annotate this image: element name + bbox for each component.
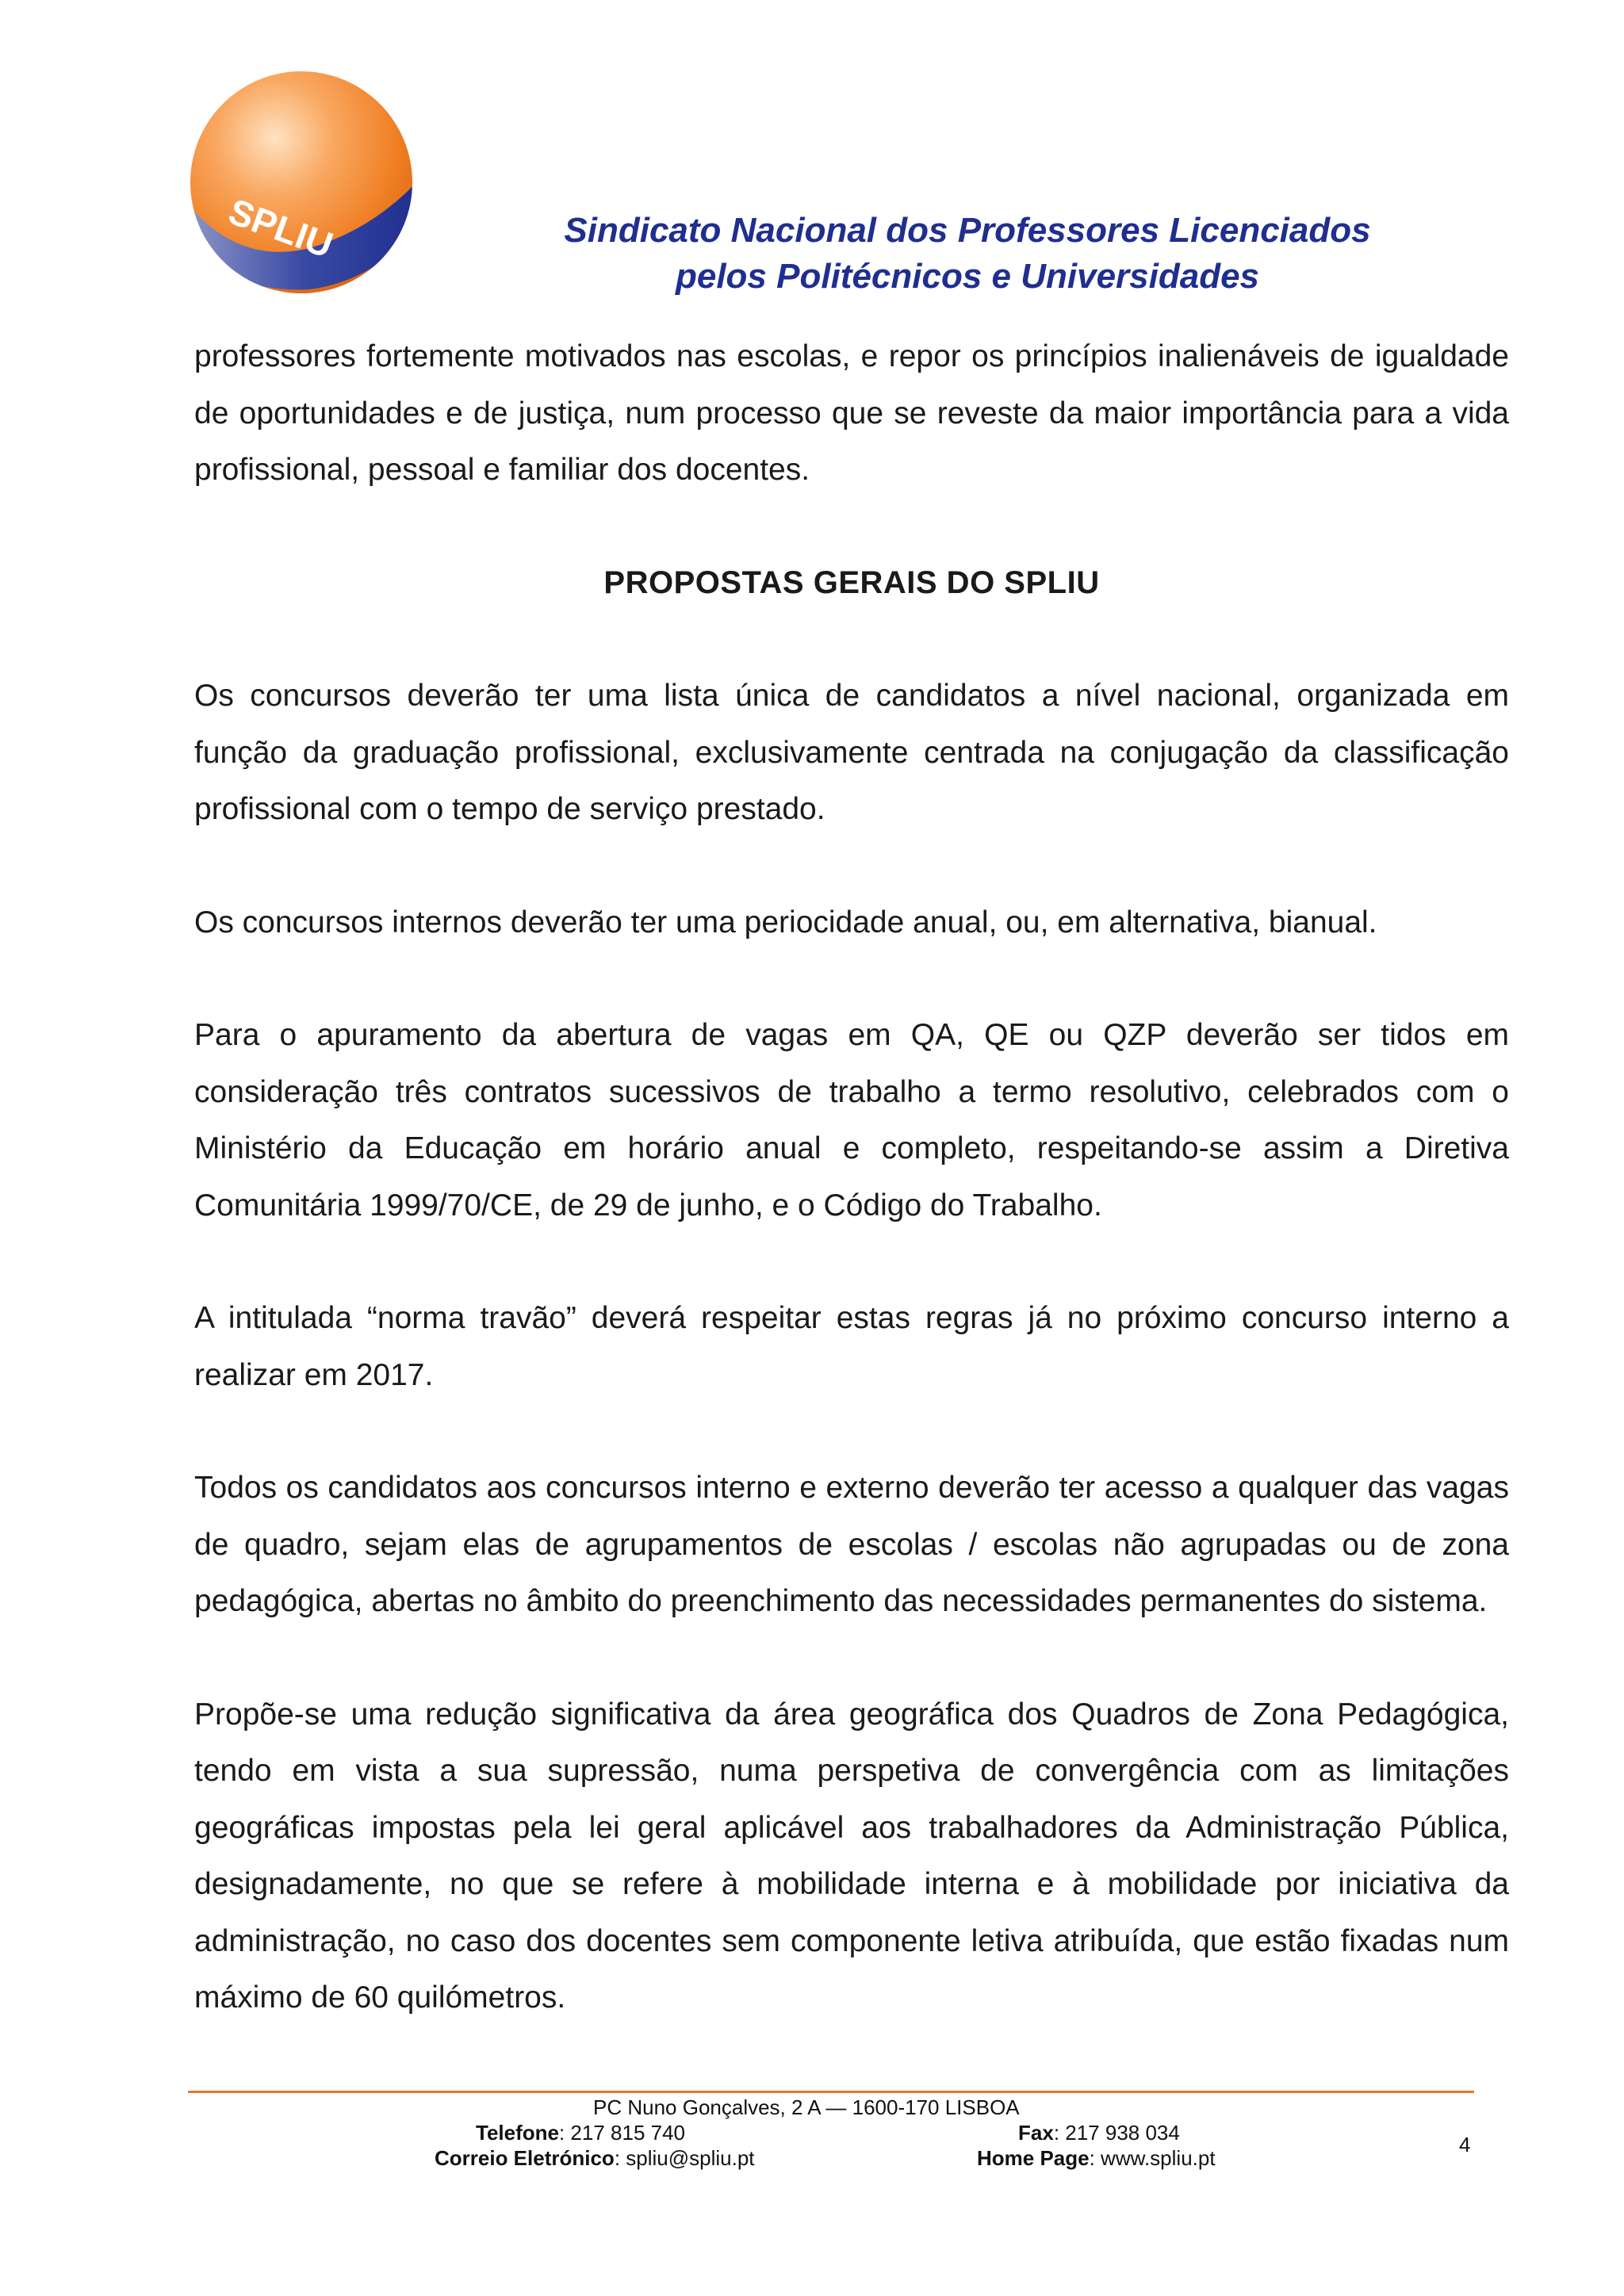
logo-text: SPLIU: [223, 190, 339, 266]
footer-address: PC Nuno Gonçalves, 2 A — 1600-170 LISBOA: [593, 2095, 1020, 2119]
footer-divider: [188, 2091, 1474, 2093]
spliu-logo: [182, 67, 420, 301]
page-number: 4: [1459, 2133, 1471, 2156]
paragraph-norma-travao: A intitulada “norma travão” deverá respeitar estas regras já no próximo concurso interno a realizar em 2017.: [194, 1301, 1509, 1392]
telephone-value: : 217 815 740: [558, 2121, 686, 2145]
homepage-value[interactable]: : www.spliu.pt: [1089, 2146, 1216, 2170]
email-value[interactable]: : spliu@spliu.pt: [614, 2146, 755, 2170]
fax-value: : 217 938 034: [1053, 2121, 1180, 2145]
footer-fax: [1018, 2120, 1180, 2145]
paragraph-single-list: Os concursos deverão ter uma lista única de candidatos a nível nacional, organizada em função da graduação profissional, exclusivamente centrada na conjugação da classificação profissional com o tempo de serviço prestado.: [194, 679, 1509, 826]
paragraph-periodicity: Os concursos internos deverão ter uma periocidade anual, ou, em alternativa, bianual.: [194, 905, 1377, 939]
paragraph-access-vacancies: Todos os candidatos aos concursos interno e externo deverão ter acesso a qualquer das vagas de quadro, sejam elas de agrupamentos de escolas / escolas não agrupadas ou de zona pedagógica, abertas no âmbito do preenchimento das necessidades permanentes do sistema.: [194, 1471, 1509, 1618]
paragraph-qzp-reduction: Propõe-se uma redução significativa da área geográfica dos Quadros de Zona Pedagógica, tendo em vista a sua supressão, numa perspetiva de convergência com as limitações geográficas impostas pela lei geral aplicável aos trabalhadores da Administração Pública, designadamente, no que se refere à mobilidade interna e à mobilidade por iniciativa da administração, no caso dos docentes sem componente letiva atribuída, que estão fixadas num máximo de 60 quilómetros.: [194, 1697, 1509, 2015]
footer-email: [435, 2145, 755, 2171]
paragraph-vacancies: Para o apuramento da abertura de vagas em QA, QE ou QZP deverão ser tidos em consideração três contratos sucessivos de trabalho a termo resolutivo, celebrados com o Ministério da Educação em horário anual e completo, respeitando-se assim a Diretiva Comunitária 1999/70/CE, de 29 de junho, e o Código do Trabalho.: [194, 1018, 1509, 1223]
telephone-label: Telefone: [476, 2121, 559, 2145]
email-label: Correio Eletrónico: [435, 2146, 615, 2170]
organization-name: [476, 208, 1459, 300]
section-heading: PROPOSTAS GERAIS DO SPLIU: [603, 564, 1100, 600]
fax-label: Fax: [1018, 2121, 1054, 2145]
organization-name-line1: Sindicato Nacional dos Professores Licenciados: [564, 211, 1371, 250]
intro-paragraph: professores fortemente motivados nas escolas, e repor os princípios inalienáveis de igualdade de oportunidades e de justiça, num processo que se reveste da maior importância para a vida profissional, pessoal e familiar dos docentes.: [194, 339, 1509, 487]
homepage-label: Home Page: [977, 2146, 1090, 2170]
document-body: [194, 328, 1509, 2026]
footer-homepage: [977, 2145, 1216, 2171]
organization-name-line2: pelos Politécnicos e Universidades: [675, 257, 1260, 296]
footer-telephone: [476, 2120, 685, 2145]
